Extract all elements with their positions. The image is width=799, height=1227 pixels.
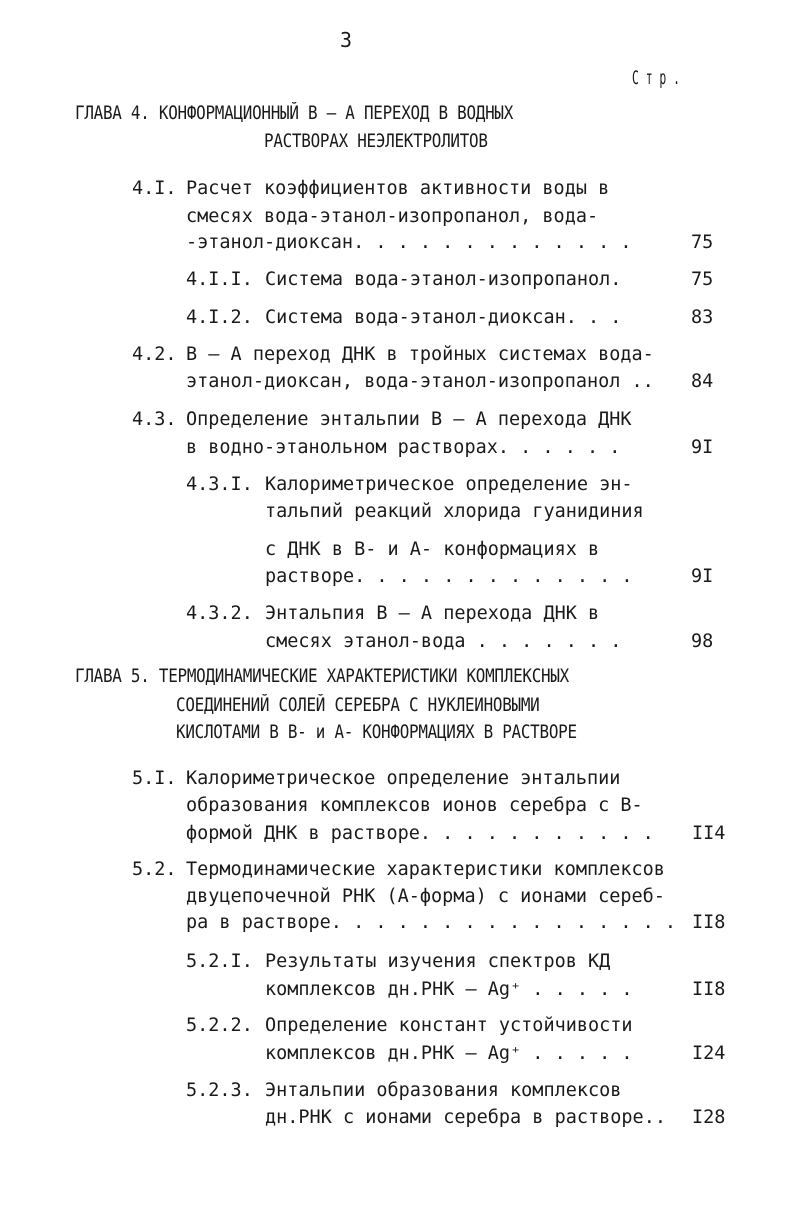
toc-entry-text-line: двуцепочечной РНК (А-форма) с ионами сереб- <box>186 886 665 907</box>
toc-entry-text-line: этанол-диоксан, вода-этанол-изопропанол .. <box>186 371 654 392</box>
toc-entry-text-line: Определение энтальпии В – А перехода ДНК <box>186 409 632 430</box>
chapter-5-title-line-3: КИСЛОТАМИ В В- и А- КОНФОРМАЦИЯХ В РАСТВОРЕ <box>176 722 577 743</box>
chapter-4-title-line-2: РАСТВОРАХ НЕЭЛЕКТРОЛИТОВ <box>264 131 488 152</box>
toc-entry-number: 4.3. <box>132 409 177 430</box>
toc-entry-text-line: растворе. . . . . . . . . . . . . <box>265 566 633 587</box>
toc-entry-page: 98 <box>691 631 714 652</box>
page-number: 3 <box>340 28 353 52</box>
toc-entry-number: 4.I.2. <box>186 307 253 328</box>
toc-entry-text-line: Определение констант устойчивости <box>265 1015 633 1036</box>
toc-entry-number: 5.2.I. <box>186 951 253 972</box>
toc-entry-text-line: -этанол-диоксан. . . . . . . . . . . . . <box>186 232 632 253</box>
toc-entry-text-line: формой ДНК в растворе. . . . . . . . . . . <box>186 823 654 844</box>
toc-entry-text-line: с ДНК в В- и А- конформациях в <box>265 539 600 560</box>
chapter-5-title-line-2: СОЕДИНЕНИЙ СОЛЕЙ СЕРЕБРА С НУКЛЕИНОВЫМИ <box>176 695 540 716</box>
toc-entry-text-line: Калориметрическое определение эн- <box>265 474 633 495</box>
toc-entry-page: 75 <box>691 232 714 253</box>
toc-entry-text-line: тальпий реакций хлорида гуанидиния <box>265 501 644 522</box>
toc-entry-text-line: Результаты изучения спектров КД <box>265 951 611 972</box>
toc-entry-text-line: Энтальпии образования комплексов <box>265 1080 622 1101</box>
toc-entry-text-line: Система вода-этанол-диоксан. . . <box>265 307 622 328</box>
toc-entry-page: II8 <box>692 979 726 1000</box>
toc-entry-text-line: в водно-этанольном растворах. . . . . . <box>186 437 621 458</box>
toc-entry-text-line: Термодинамические характеристики комплексов <box>186 859 665 880</box>
toc-entry-number: 4.3.I. <box>186 474 253 495</box>
toc-entry-text-line: Калориметрическое определение энтальпии <box>186 768 621 789</box>
toc-entry-page: 9I <box>691 437 714 458</box>
chapter-4-title-line-1: ГЛАВА 4. КОНФОРМАЦИОННЫЙ В – А ПЕРЕХОД В ВОДНЫХ <box>75 103 514 124</box>
toc-entry-number: 5.2. <box>132 859 177 880</box>
toc-entry-page: 83 <box>691 307 714 328</box>
toc-entry-number: 5.2.3. <box>186 1080 253 1101</box>
toc-entry-page: 75 <box>691 269 714 290</box>
toc-entry-page: I28 <box>692 1107 726 1128</box>
toc-entry-text-line: комплексов дн.РНК – Ag⁺ . . . . . <box>265 979 633 1000</box>
toc-entry-text-line: ра в растворе. . . . . . . . . . . . . . . . <box>186 912 677 933</box>
toc-entry-text-line: Система вода-этанол-изопропанол. <box>265 269 622 290</box>
chapter-5-title-line-1: ГЛАВА 5. ТЕРМОДИНАМИЧЕСКИЕ ХАРАКТЕРИСТИКИ КОМПЛЕКСНЫХ <box>75 666 570 687</box>
toc-entry-text-line: образования комплексов ионов серебра с В- <box>186 795 643 816</box>
toc-entry-text-line: комплексов дн.РНК – Ag⁺ . . . . . <box>265 1043 633 1064</box>
toc-entry-number: 4.3.2. <box>186 603 253 624</box>
toc-entry-page: 84 <box>691 371 714 392</box>
toc-entry-number: 5.I. <box>132 768 177 789</box>
toc-entry-text-line: Энтальпия В – А перехода ДНК в <box>265 603 600 624</box>
toc-entry-text-line: смесях этанол-вода . . . . . . . <box>265 631 622 652</box>
toc-entry-page: I24 <box>692 1043 726 1064</box>
toc-entry-page: II4 <box>692 823 726 844</box>
page-column-header: С т р . <box>632 68 680 89</box>
toc-entry-text-line: Расчет коэффициентов активности воды в <box>186 178 610 199</box>
toc-entry-number: 4.I.I. <box>186 269 253 290</box>
toc-entry-number: 4.I. <box>132 178 177 199</box>
toc-entry-text-line: дн.РНК с ионами серебра в растворе.. <box>265 1107 666 1128</box>
toc-entry-page: II8 <box>692 912 726 933</box>
toc-entry-text-line: В – А переход ДНК в тройных системах вода- <box>186 344 654 365</box>
toc-entry-page: 9I <box>691 566 714 587</box>
toc-entry-number: 5.2.2. <box>186 1015 253 1036</box>
toc-entry-text-line: смесях вода-этанол-изопропанол, вода- <box>186 206 599 227</box>
toc-entry-number: 4.2. <box>132 344 177 365</box>
